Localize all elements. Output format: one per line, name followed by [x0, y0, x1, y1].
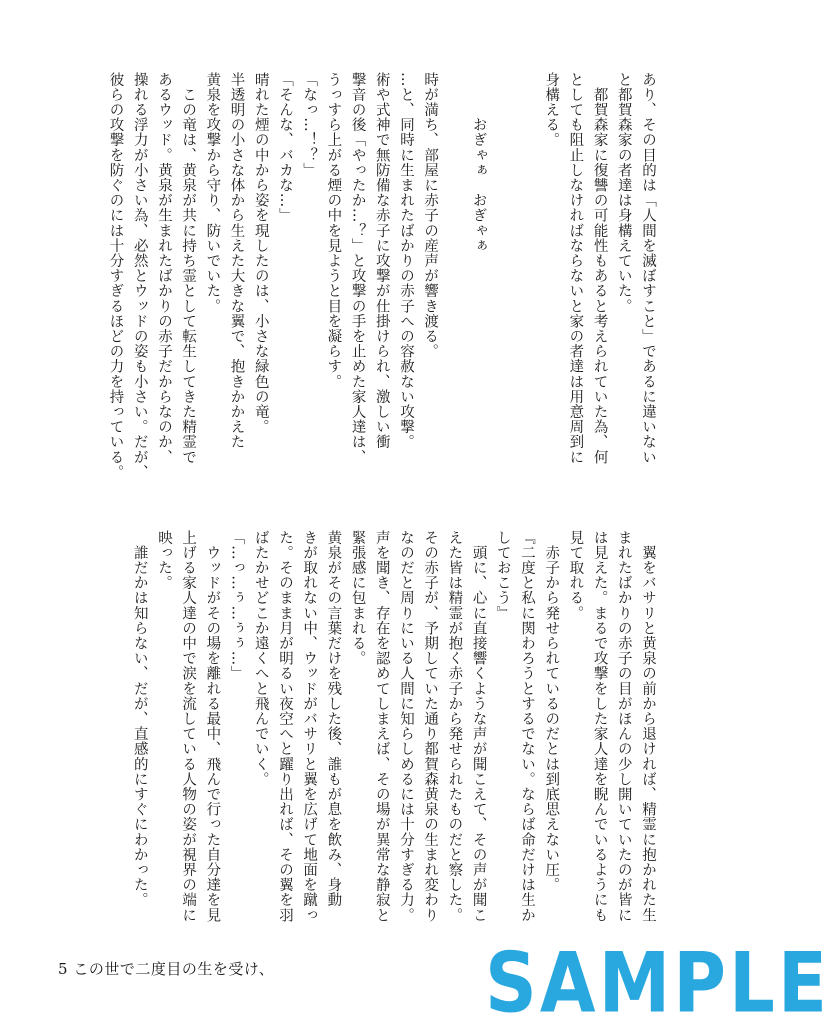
text-line: 上げる家人達の中で涙を流している人物の姿が視界の端に	[180, 530, 197, 923]
text-line: 頭に、心に直接響くような声が聞こえて、その声が聞こ	[470, 530, 487, 923]
text-line: えた皆は精霊が抱く赤子から発せられたものだと察した。	[446, 530, 463, 923]
text-line: 半透明の小さな体から生えた大きな翼で、抱きかかえた	[228, 72, 245, 450]
text-line: この竜は、黄泉が共に持ち霊として転生してきた精霊で	[180, 72, 197, 465]
text-line: 「なっ…！？」	[301, 72, 318, 178]
text-line	[515, 72, 539, 498]
text-line: 撃音の後「やったか…？」と攻撃の手を止めた家人達は、	[349, 72, 366, 465]
text-line: なのだと周りにいる人間に知らしめるには十分すぎる力。	[397, 530, 414, 923]
text-line: 緊張感に包まれる。	[349, 530, 366, 666]
text-line: と都賀森家の者達は身構えていた。	[615, 72, 632, 314]
text-line: ウッドがその場を離れる最中、飛んで行った自分達を見	[204, 530, 221, 923]
page-number: 5	[58, 960, 69, 978]
text-line: うっすら上がる煙の中を見ようと目を凝らす。	[325, 72, 342, 390]
text-line	[491, 72, 515, 498]
text-line: 『二度と私に関わろうとするでない。ならば命だけは生か	[518, 530, 535, 923]
text-line: 黄泉がその言葉だけを残した後、誰もが息を飲み、身動	[325, 530, 342, 908]
text-line: 術や式神で無防備な赤子に攻撃が仕掛けられ、激しい衝	[373, 72, 390, 450]
page-footer	[58, 958, 274, 979]
text-line: としても阻止しなければならないと家の者達は用意周到に	[567, 72, 584, 465]
text-line: あり、その目的は「人間を滅ぼすこと」であるに違いない	[640, 72, 656, 465]
text-line: 黄泉を攻撃から守り、防いでいた。	[204, 72, 221, 314]
text-line: 「…っ…ぅ…ぅぅ…」	[228, 530, 245, 681]
text-line	[442, 72, 466, 498]
text-line: 声を聞き、存在を認めてしまえば、その場が異常な静寂と	[373, 530, 390, 923]
text-line: 翼をバサリと黄泉の前から退ければ、精霊に抱かれた生	[640, 530, 656, 923]
text-line: 時が満ち、部屋に赤子の産声が響き渡る。	[422, 72, 439, 359]
text-line: 都賀森家に復讐の可能性もあると考えられていた為、何	[591, 72, 608, 465]
text-line: 「そんな、バカな…」	[276, 72, 293, 223]
text-line: は見えた。まるで攻撃をした家人達を睨んでいるようにも	[591, 530, 608, 923]
text-line: 誰だかは知らない、だが、直感的にすぐにわかった。	[131, 530, 148, 908]
text-line: 彼らの攻撃を防ぐのには十分すぎるほどの力を持っている。	[107, 72, 124, 480]
text-line: …と、同時に生まれたばかりの赤子への容赦ない攻撃。	[397, 72, 414, 450]
text-line: きが取れない中、ウッドがバサリと翼を広げて地面を蹴っ	[301, 530, 318, 923]
text-line: 映った。	[155, 530, 172, 591]
text-line: まれたばかりの赤子の目がほんの少し開いていたのが皆に	[615, 530, 632, 923]
sample-watermark: SAMPLE	[485, 934, 830, 1032]
text-line: 身構える。	[543, 72, 560, 148]
text-line: 赤子から発せられているのだとは到底思えない圧。	[543, 530, 560, 893]
text-line: あるウッド。黄泉が生まれたばかりの赤子だからなのか、	[155, 72, 172, 465]
lower-text-block	[58, 530, 660, 930]
text-line: た。そのまま月が明るい夜空へと躍り出れば、その翼を羽	[276, 530, 293, 923]
text-line: おぎゃぁ おぎゃぁ	[470, 72, 487, 254]
text-line: 見て取れる。	[567, 530, 584, 621]
text-line: 晴れた煙の中から姿を現したのは、小さな緑色の竜。	[252, 72, 269, 435]
text-line: しておこう』	[494, 530, 511, 621]
text-line: 操れる浮力が小さい為、必然とウッドの姿も小さい。だが、	[131, 72, 148, 480]
upper-text-block	[58, 72, 660, 498]
text-line: その赤子が、予期していた通り都賀森黄泉の生まれ変わり	[422, 530, 439, 923]
text-line: ばたかせどこか遠くへと飛んでいく。	[252, 530, 269, 787]
book-title: この世で二度目の生を受け、	[73, 960, 275, 978]
